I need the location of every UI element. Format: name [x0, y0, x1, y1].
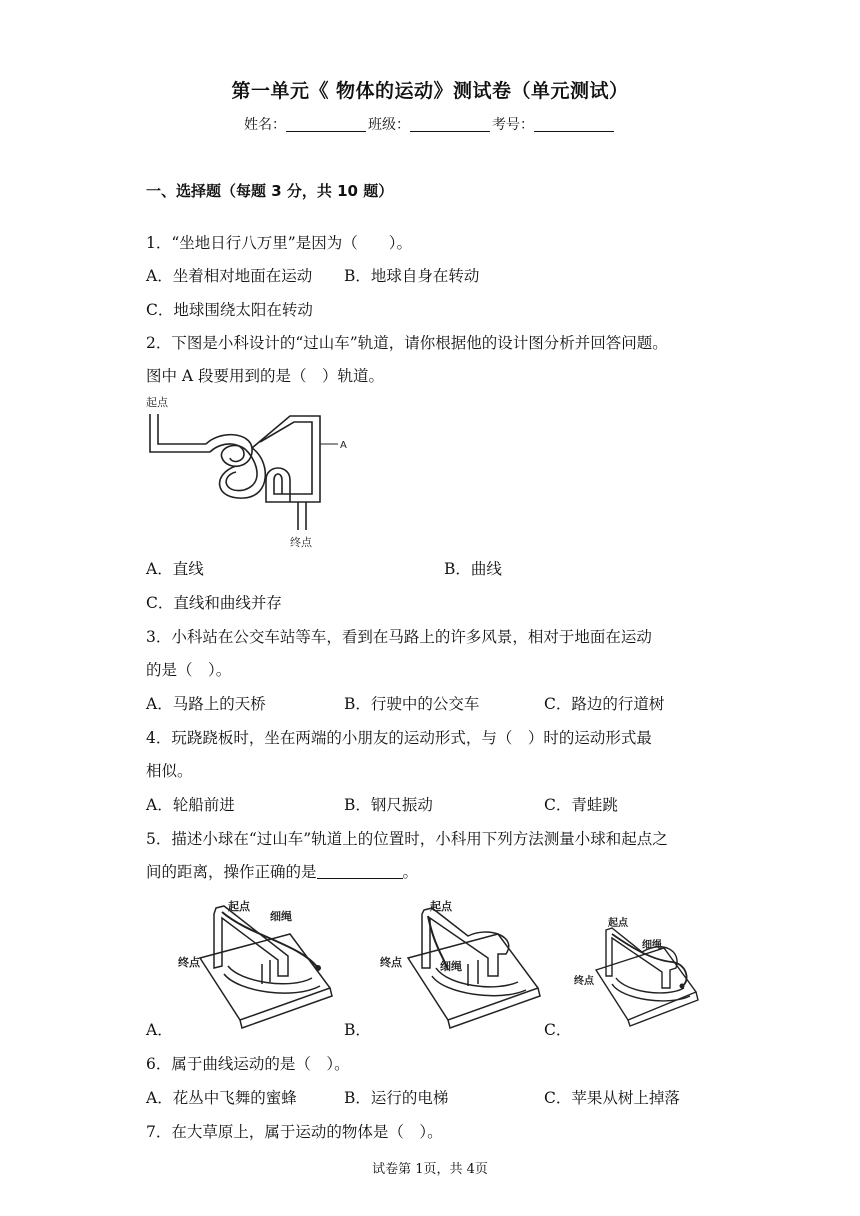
student-info-row — [0, 114, 860, 134]
q4-option-b[interactable]: B．钢尺振动 — [344, 796, 433, 814]
q5-figure-a — [170, 896, 340, 1034]
q3-stem-line1: 3．小科站在公交车站等车，看到在马路上的许多风景，相对于地面在运动 — [146, 628, 652, 646]
q2-option-c[interactable]: C．直线和曲线并存 — [146, 594, 282, 612]
q5-option-c[interactable]: C． — [544, 1021, 572, 1039]
q2-stem-line2: 图中 A 段要用到的是（ ）轨道。 — [146, 367, 385, 385]
q7-stem: 7．在大草原上，属于运动的物体是（ ）。 — [146, 1123, 443, 1141]
page-footer: 试卷第 1页，共 4页 — [372, 1162, 488, 1177]
q5-stem-line1: 5．描述小球在“过山车”轨道上的位置时，小科用下列方法测量小球和起点之 — [146, 830, 668, 848]
q5c-end-label: 终点 — [574, 976, 594, 987]
q5-stem-line2 — [146, 860, 418, 882]
q2-option-b[interactable]: B．曲线 — [444, 560, 502, 578]
q5b-rope-label: 细绳 — [440, 960, 462, 973]
name-label: 姓名： — [244, 117, 286, 133]
q4-stem-line1: 4．玩跷跷板时，坐在两端的小朋友的运动形式，与（ ）时的运动形式最 — [146, 729, 652, 747]
section-heading: 一、选择题（每题 3 分，共 10 题） — [146, 182, 394, 200]
q5-option-b[interactable]: B． — [344, 1021, 371, 1039]
q6-option-c[interactable]: C．苹果从树上掉落 — [544, 1089, 680, 1107]
q5-stem-line2-end: 。 — [402, 863, 419, 881]
name-blank[interactable] — [286, 117, 366, 132]
q3-option-b[interactable]: B．行驶中的公交车 — [344, 695, 480, 713]
q1-option-b[interactable]: B．地球自身在转动 — [344, 267, 480, 285]
q5b-end-label: 终点 — [380, 956, 402, 969]
q1-option-c[interactable]: C．地球围绕太阳在转动 — [146, 301, 313, 319]
class-blank[interactable] — [410, 117, 490, 132]
q5a-start-label: 起点 — [228, 900, 250, 913]
q5c-rope-label: 细绳 — [642, 940, 662, 951]
q5-answer-blank[interactable] — [317, 864, 403, 879]
class-label: 班级： — [368, 117, 410, 133]
page-title: 第一单元《 物体的运动》测试卷（单元测试） — [231, 80, 629, 102]
q2-stem-line1: 2．下图是小科设计的“过山车”轨道，请你根据他的设计图分析并回答问题。 — [146, 334, 668, 352]
q5a-end-label: 终点 — [178, 956, 200, 969]
exam-no-blank[interactable] — [534, 117, 614, 132]
fig-end-label: 终点 — [290, 536, 312, 549]
q6-option-b[interactable]: B．运行的电梯 — [344, 1089, 449, 1107]
exam-no-label: 考号： — [492, 117, 534, 133]
q1-stem: 1．“坐地日行八万里”是因为（ ）。 — [146, 234, 412, 252]
q5-option-a[interactable]: A． — [146, 1021, 173, 1039]
q5-figure-b — [378, 896, 548, 1034]
q5a-rope-label: 细绳 — [270, 910, 292, 923]
q5-stem-line2-text: 间的距离，操作正确的是 — [146, 863, 317, 881]
q5c-start-label: 起点 — [608, 918, 628, 929]
q3-option-c[interactable]: C．路边的行道树 — [544, 695, 665, 713]
q3-option-a[interactable]: A．马路上的天桥 — [146, 695, 266, 713]
fig-start-label: 起点 — [146, 396, 168, 409]
q5b-start-label: 起点 — [430, 900, 452, 913]
q5-figure-c — [572, 912, 702, 1034]
q2-option-a[interactable]: A．直线 — [146, 560, 204, 578]
q6-stem: 6．属于曲线运动的是（ ）。 — [146, 1055, 350, 1073]
q6-option-a[interactable]: A．花丛中飞舞的蜜蜂 — [146, 1089, 297, 1107]
fig-a-label: A — [340, 440, 347, 451]
q3-stem-line2: 的是（ ）。 — [146, 661, 232, 679]
q1-option-a[interactable]: A．坐着相对地面在运动 — [146, 267, 313, 285]
q4-option-c[interactable]: C．青蛙跳 — [544, 796, 618, 814]
q4-option-a[interactable]: A．轮船前进 — [146, 796, 235, 814]
q4-stem-line2: 相似。 — [146, 762, 193, 780]
roller-coaster-track-diagram — [140, 392, 360, 552]
